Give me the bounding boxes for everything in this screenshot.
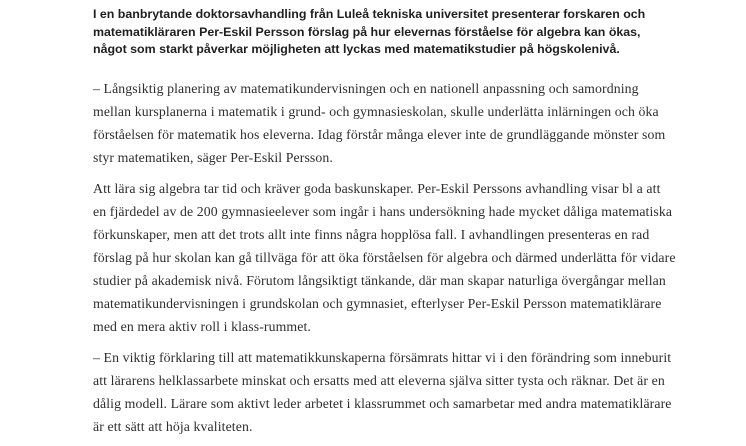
text-line: studier på akademisk nivå. Förutom långsiktigt tänkande, där man skapar naturliga övergångar mellan xyxy=(93,272,666,288)
text-line: matematikundervisningen i grundskolan och gymnasiet, efterlyser Per-Eskil Persson matematiklärare xyxy=(93,295,662,311)
text-line: förslag på hur skolan kan gå tillväga för att öka förståelsen för algebra och därmed underlätta för vidare xyxy=(93,249,676,265)
text-line: – Långsiktig planering av matematikundervisningen och en nationell anpassning och samordning xyxy=(93,80,639,96)
text-line: Att lära sig algebra tar tid och kräver goda baskunskaper. Per-Eskil Perssons avhandling visar bl a att xyxy=(93,180,661,196)
text-line: förkunskaper, men att det trots allt inte finns några hopplösa fall. I avhandlingen presenteras en rad xyxy=(93,226,650,242)
body-paragraph-main xyxy=(93,177,738,338)
text-line: matematikläraren Per-Eskil Persson förslag på hur elevernas förståelse för algebra kan ökas, xyxy=(93,24,641,39)
text-line: med en mera aktiv roll i klass-rummet. xyxy=(93,318,311,334)
press-release-body xyxy=(93,6,738,446)
text-line: förståelsen för matematik hos eleverna. Idag förstår många elever inte de grundläggande mönster som xyxy=(93,126,666,142)
text-line: – En viktig förklaring till att matematikkunskaperna försämrats hittar vi i den förändring som inneburit xyxy=(93,349,672,365)
intro-paragraph xyxy=(93,6,738,59)
body-paragraph-quote-1 xyxy=(93,77,738,169)
text-line: är ett sätt att höja kvaliteten. xyxy=(93,418,253,434)
text-line: dålig modell. Lärare som aktivt leder arbetet i klassrummet och samarbetar med andra matematiklärare xyxy=(93,395,672,411)
text-line: att lärarens helklassarbete minskat och ersatts med att eleverna själva sitter tysta och räknar. Det är en xyxy=(93,372,665,388)
text-line: styr matematiken, säger Per-Eskil Persson. xyxy=(93,149,333,165)
text-line: mellan kursplanerna i matematik i grund- och gymnasieskolan, skulle underlätta inlärningen och öka xyxy=(93,103,659,119)
body-paragraph-quote-2 xyxy=(93,346,738,438)
text-line: något som starkt påverkar möjligheten att lyckas med matematikstudier på högskolenivå. xyxy=(93,42,620,57)
text-line: I en banbrytande doktorsavhandling från Luleå tekniska universitet presenterar forskaren och xyxy=(93,7,646,21)
text-line: en fjärdedel av de 200 gymnasieelever som ingår i hans undersökning hade mycket dåliga matematiska xyxy=(93,203,673,219)
